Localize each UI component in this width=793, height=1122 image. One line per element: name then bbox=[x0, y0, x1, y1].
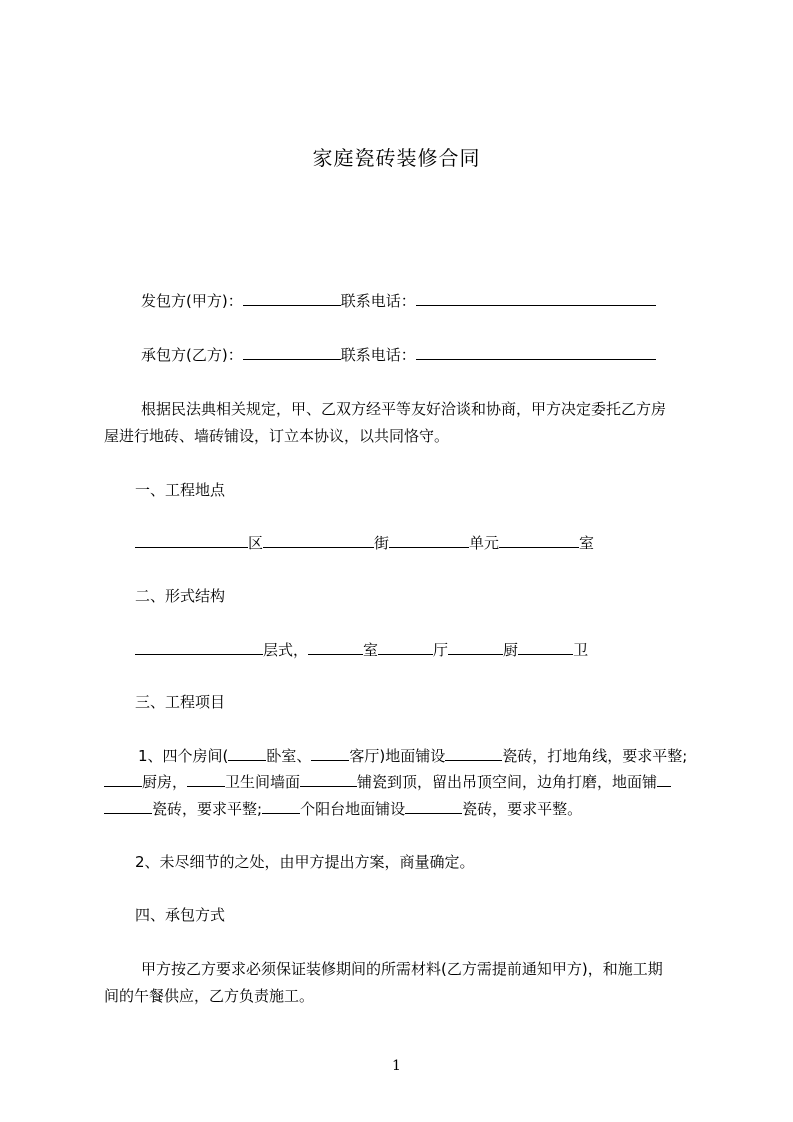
party-b-label: 承包方(乙方)： bbox=[141, 346, 243, 364]
project-item-2: 2、未尽细节的之处，由甲方提出方案，商量确定。 bbox=[135, 853, 475, 871]
unit-label: 单元 bbox=[469, 534, 500, 552]
bathroom-count-blank bbox=[187, 772, 225, 787]
floor-tile-blank-2a bbox=[657, 772, 671, 787]
unit-blank bbox=[389, 533, 469, 548]
wall-tile-blank bbox=[300, 772, 357, 787]
party-a-phone-blank bbox=[416, 291, 656, 306]
bath-blank bbox=[518, 640, 573, 655]
page-number: 1 bbox=[392, 1058, 401, 1074]
contract-mode-line-1: 甲方按乙方要求必须保证装修期间的所需材料(乙方需提前通知甲方)，和施工期 bbox=[141, 960, 663, 978]
document-title: 家庭瓷砖装修合同 bbox=[312, 146, 481, 170]
district-blank bbox=[135, 533, 248, 548]
section-2-heading: 二、形式结构 bbox=[135, 587, 226, 605]
project-text: 瓷砖，打地角线，要求平整; bbox=[502, 747, 688, 765]
project-text: 个阳台地面铺设 bbox=[300, 800, 406, 818]
party-a-phone-label: 联系电话： bbox=[340, 292, 416, 310]
kitchen-label: 厨 bbox=[503, 641, 519, 659]
kitchen-count-blank bbox=[104, 772, 142, 787]
balcony-count-blank bbox=[262, 799, 300, 814]
room-label: 室 bbox=[579, 534, 595, 552]
project-text: 客厅)地面铺设 bbox=[349, 747, 446, 765]
party-b-phone-blank bbox=[416, 345, 656, 360]
street-blank bbox=[263, 533, 374, 548]
party-a-label: 发包方(甲方)： bbox=[141, 292, 243, 310]
hall-label: 厅 bbox=[433, 641, 449, 659]
floor-blank bbox=[135, 640, 263, 655]
intro-line-2: 屋进行地砖、墙砖铺设，订立本协议，以共同恪守。 bbox=[104, 427, 450, 445]
project-text: 瓷砖，要求平整。 bbox=[462, 800, 583, 818]
hall-blank bbox=[378, 640, 433, 655]
project-text: 卫生间墙面 bbox=[225, 773, 301, 791]
project-text: 厨房， bbox=[142, 773, 188, 791]
room-blank bbox=[499, 533, 579, 548]
location-line bbox=[104, 533, 735, 553]
party-b-line bbox=[104, 345, 741, 365]
kitchen-blank bbox=[448, 640, 503, 655]
street-label: 街 bbox=[374, 534, 390, 552]
project-text: 卧室、 bbox=[266, 747, 312, 765]
floor-tile-blank bbox=[445, 746, 502, 761]
balcony-tile-blank bbox=[405, 799, 462, 814]
bedroom-count-blank bbox=[228, 746, 266, 761]
project-line-3 bbox=[104, 799, 704, 819]
project-text: 1、四个房间( bbox=[138, 747, 229, 765]
intro-line-1: 根据民法典相关规定，甲、乙双方经平等友好洽谈和协商，甲方决定委托乙方房 bbox=[141, 400, 667, 418]
living-room-count-blank bbox=[311, 746, 349, 761]
bedroom-blank bbox=[308, 640, 363, 655]
party-a-name-blank bbox=[243, 291, 341, 306]
district-label: 区 bbox=[248, 534, 264, 552]
floor-label: 层式， bbox=[263, 641, 309, 659]
contract-mode-line-2: 间的午餐供应，乙方负责施工。 bbox=[104, 987, 315, 1005]
project-line-2 bbox=[104, 772, 704, 792]
party-b-phone-label: 联系电话： bbox=[340, 346, 416, 364]
bedroom-label: 室 bbox=[363, 641, 379, 659]
bath-label: 卫 bbox=[573, 641, 589, 659]
project-line-1 bbox=[104, 746, 738, 766]
section-4-heading: 四、承包方式 bbox=[135, 906, 226, 924]
project-text: 瓷砖，要求平整; bbox=[152, 800, 263, 818]
structure-line bbox=[104, 640, 735, 660]
section-3-heading: 三、工程项目 bbox=[135, 693, 226, 711]
section-1-heading: 一、工程地点 bbox=[135, 481, 226, 499]
floor-tile-blank-2b bbox=[104, 799, 152, 814]
project-text: 铺瓷到顶，留出吊顶空间，边角打磨，地面铺 bbox=[357, 773, 658, 791]
party-a-line bbox=[104, 291, 741, 311]
party-b-name-blank bbox=[243, 345, 341, 360]
